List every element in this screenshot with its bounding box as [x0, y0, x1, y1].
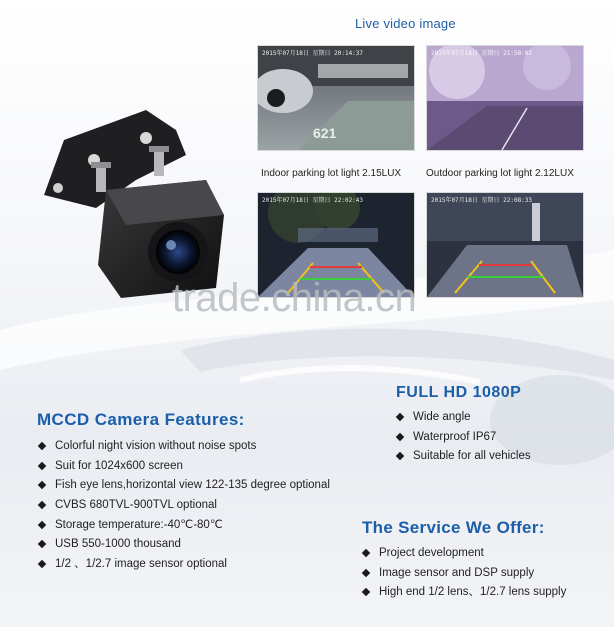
live-video-title: Live video image [355, 16, 456, 31]
list-item: CVBS 680TVL-900TVL optional [38, 498, 330, 518]
list-item: Colorful night vision without noise spots [38, 439, 330, 459]
full-hd-title: FULL HD 1080P [396, 384, 522, 401]
outdoor-caption: Outdoor parking lot light 2.12LUX [426, 168, 574, 179]
timestamp-overlay: 2015年07月18日 星期日 21:58:02 [431, 50, 533, 57]
bullet-icon [38, 442, 46, 450]
service-title: The Service We Offer: [362, 518, 545, 537]
list-item: Image sensor and DSP supply [362, 566, 566, 586]
parking-number-label: 621 [313, 125, 337, 141]
bullet-icon [396, 432, 404, 440]
bullet-icon [38, 560, 46, 568]
list-item: Wide angle [396, 410, 531, 430]
features-title: MCCD Camera Features: [37, 410, 245, 429]
bullet-icon [396, 413, 404, 421]
bullet-icon [38, 461, 46, 469]
service-list [362, 546, 566, 605]
timestamp-overlay: 2015年07月18日 星期日 22:08:33 [431, 197, 533, 204]
bullet-icon [362, 568, 370, 576]
bullet-icon [38, 540, 46, 548]
list-item: Suit for 1024x600 screen [38, 459, 330, 479]
timestamp-overlay: 2015年07月18日 星期日 22:02:43 [262, 197, 364, 204]
list-item: Suitable for all vehicles [396, 449, 531, 469]
dark-road-image [426, 192, 584, 298]
list-item: Waterproof IP67 [396, 430, 531, 450]
list-item: USB 550-1000 thousand [38, 537, 330, 557]
indoor-parking-image [257, 45, 415, 151]
bullet-icon [362, 588, 370, 596]
camera-product-image [36, 100, 236, 305]
outdoor-parking-image [426, 45, 584, 151]
list-item: Storage temperature:-40℃-80℃ [38, 518, 330, 538]
bullet-icon [362, 549, 370, 557]
bullet-icon [38, 481, 46, 489]
list-item: 1/2 、1/2.7 image sensor optional [38, 557, 330, 577]
bullet-icon [38, 501, 46, 509]
timestamp-overlay: 2015年07月18日 星期日 20:14:37 [262, 50, 364, 57]
bullet-icon [396, 452, 404, 460]
features-list [38, 439, 330, 577]
watermark-text: trade.china.cn [172, 276, 417, 320]
list-item: Fish eye lens,horizontal view 122-135 degree optional [38, 478, 330, 498]
list-item: High end 1/2 lens、1/2.7 lens supply [362, 585, 566, 605]
indoor-caption: Indoor parking lot light 2.15LUX [261, 168, 402, 179]
bullet-icon [38, 521, 46, 529]
full-hd-list [396, 410, 531, 469]
list-item: Project development [362, 546, 566, 566]
